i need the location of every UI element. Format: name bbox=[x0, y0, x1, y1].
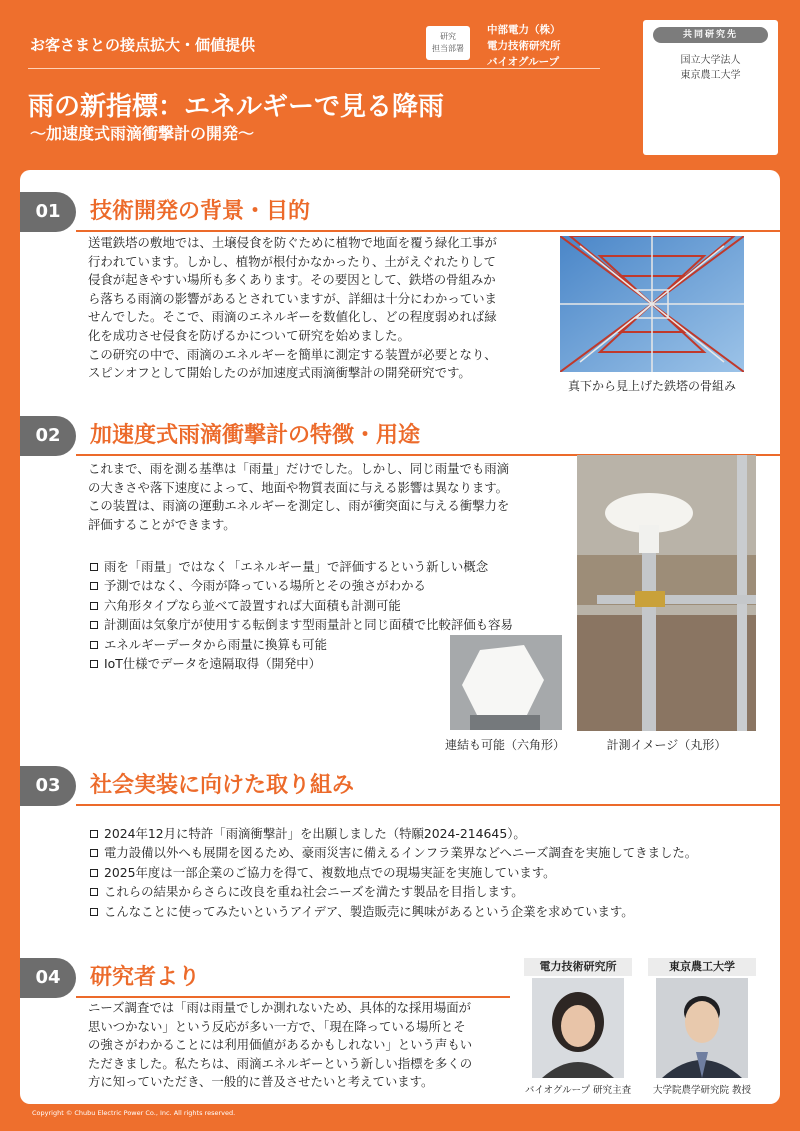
section-title: 加速度式雨滴衝撃計の特徴・用途 bbox=[90, 423, 421, 448]
list-item: 電力設備以外へも展開を図るため、豪雨災害に備えるインフラ業界などへニーズ調査を実施してきました。 bbox=[90, 843, 770, 862]
text-line: ニーズ調査では「雨は雨量でしか測れないため、具体的な採用場面が bbox=[88, 1000, 471, 1015]
section-underline bbox=[76, 230, 780, 232]
list-item: エネルギーデータから雨量に換算も可能 bbox=[90, 635, 570, 654]
list-item: こんなことに使ってみたいというアイデア、製造販売に興味があるという企業を求めています。 bbox=[90, 902, 770, 921]
text-line: この研究の中で、雨滴のエネルギーを簡単に測定する装置が必要となり、 bbox=[88, 346, 497, 362]
dept-company: 中部電力（株） bbox=[487, 24, 561, 36]
section-03-bullets bbox=[90, 824, 770, 921]
text-line: 評価することができます。 bbox=[88, 516, 236, 532]
text-line: 行われています。しかし、植物が根付かなかったり、土がえぐれたりして bbox=[88, 253, 496, 269]
section-number: 04 bbox=[20, 958, 76, 998]
section-02-body bbox=[88, 460, 568, 534]
section-04-body bbox=[88, 999, 516, 1092]
researcher-1-photo bbox=[532, 978, 624, 1078]
collaborator-line-2: 東京農工大学 bbox=[680, 70, 741, 81]
text-line: 送電鉄塔の敷地では、土壌侵食を防ぐために植物で地面を覆う緑化工事が bbox=[88, 235, 497, 250]
collaborator-box bbox=[643, 20, 778, 155]
text-line: ら落ちる雨滴の影響があるとされていますが、詳細は十分にわかっていま bbox=[88, 290, 497, 306]
round-caption: 計測イメージ（丸形） bbox=[606, 738, 727, 752]
section-number: 03 bbox=[20, 766, 76, 806]
list-item: 2025年度は一部企業のご協力を得て、複数地点での現場実証を実施しています。 bbox=[90, 863, 770, 882]
tower-photo-caption: 真下から見上げた鉄塔の骨組み bbox=[567, 379, 736, 393]
hexagon-caption: 連結も可能（六角形） bbox=[444, 738, 565, 752]
list-item: これらの結果からさらに改良を重ね社会ニーズを満たす製品を目指します。 bbox=[90, 882, 770, 901]
collaborator-line-1: 国立大学法人 bbox=[680, 55, 741, 66]
dept-badge-line-2: 担当部署 bbox=[432, 44, 464, 53]
researcher-2-org: 東京農工大学 bbox=[648, 958, 756, 976]
section-title: 技術開発の背景・目的 bbox=[90, 199, 311, 224]
round-gauge-photo bbox=[577, 455, 756, 731]
list-item: 予測ではなく、今雨が降っている場所とその強さがわかる bbox=[90, 576, 570, 595]
list-item: 計測面は気象庁が使用する転倒ます型雨量計と同じ面積で比較評価も容易 bbox=[90, 615, 570, 634]
text-line: 侵食が起きやすい場所も多くあります。その要因として、鉄塔の骨組みか bbox=[88, 272, 496, 288]
text-line: の大きさや落下速度によって、地面や物質表面に与える影響は異なります。 bbox=[88, 479, 509, 495]
page-title: 雨の新指標：エネルギーで見る降雨 bbox=[28, 92, 445, 122]
list-item: 2024年12月に特許「雨滴衝撃計」を出願しました（特願2024-214645）。 bbox=[90, 824, 770, 843]
researcher-2-photo bbox=[656, 978, 748, 1078]
list-item: 六角形タイプなら並べて設置すれば大面積も計測可能 bbox=[90, 596, 570, 615]
text-line: 思いつかない」という反応が多い一方で、「現在降っている場所とそ bbox=[88, 1018, 466, 1034]
collaborator-label: 共同研究先 bbox=[653, 27, 768, 43]
tower-photo bbox=[560, 236, 744, 372]
section-title: 研究者より bbox=[90, 965, 201, 990]
text-line: 化を成功させ侵食を防げるかについて研究を始めました。 bbox=[88, 327, 410, 343]
list-item: 雨を「雨量」ではなく「エネルギー量」で評価するという新しい概念 bbox=[90, 557, 570, 576]
text-line: この装置は、雨滴の運動エネルギーを測定し、雨が衝突面に与える衝撃力を bbox=[88, 498, 510, 514]
section-number: 02 bbox=[20, 416, 76, 456]
section-03-header bbox=[20, 766, 780, 806]
copyright: Copyright © Chubu Electric Power Co., Inc. All rights reserved. bbox=[32, 1109, 236, 1117]
dept-lab: 電力技術研究所 bbox=[487, 40, 561, 52]
dept-badge-line-1: 研究 bbox=[440, 32, 456, 41]
researcher-1-role: バイオグループ 研究主査 bbox=[524, 1085, 632, 1096]
category-label: お客さまとの接点拡大・価値提供 bbox=[30, 36, 256, 54]
section-underline bbox=[76, 804, 780, 806]
section-underline bbox=[76, 996, 510, 998]
section-01-body bbox=[88, 234, 550, 383]
text-line: ただきました。私たちは、雨滴エネルギーという新しい指標を多くの bbox=[88, 1055, 473, 1071]
text-line: これまで、雨を測る基準は「雨量」だけでした。しかし、同じ雨量でも雨滴 bbox=[88, 461, 510, 476]
hexagon-photo bbox=[450, 635, 562, 730]
section-02-header bbox=[20, 416, 780, 456]
list-item: IoT仕様でデータを遠隔取得（開発中） bbox=[90, 654, 570, 673]
text-line: スピンオフとして開始したのが加速度式雨滴衝撃計の開発研究です。 bbox=[88, 365, 471, 381]
page-subtitle: ～加速度式雨滴衝撃計の開発～ bbox=[30, 124, 255, 143]
researcher-2-role: 大学院農学研究院 教授 bbox=[652, 1085, 752, 1096]
dept-badge bbox=[426, 26, 470, 60]
section-number: 01 bbox=[20, 192, 76, 232]
section-01-header bbox=[20, 192, 780, 232]
section-title: 社会実装に向けた取り組み bbox=[90, 773, 355, 798]
dept-group: バイオグループ bbox=[487, 56, 560, 68]
section-04-header bbox=[20, 958, 510, 998]
text-line: の強さがわかることには利用価値があるかもしれない」という声もい bbox=[88, 1037, 473, 1053]
researcher-1-org: 電力技術研究所 bbox=[524, 958, 632, 976]
text-line: 方に知っていただき、一般的に普及させたいと考えています。 bbox=[88, 1074, 434, 1090]
text-line: せんでした。そこで、雨滴のエネルギーを数値化し、どの程度弱めれば緑 bbox=[88, 309, 497, 325]
dept-names bbox=[487, 22, 561, 70]
